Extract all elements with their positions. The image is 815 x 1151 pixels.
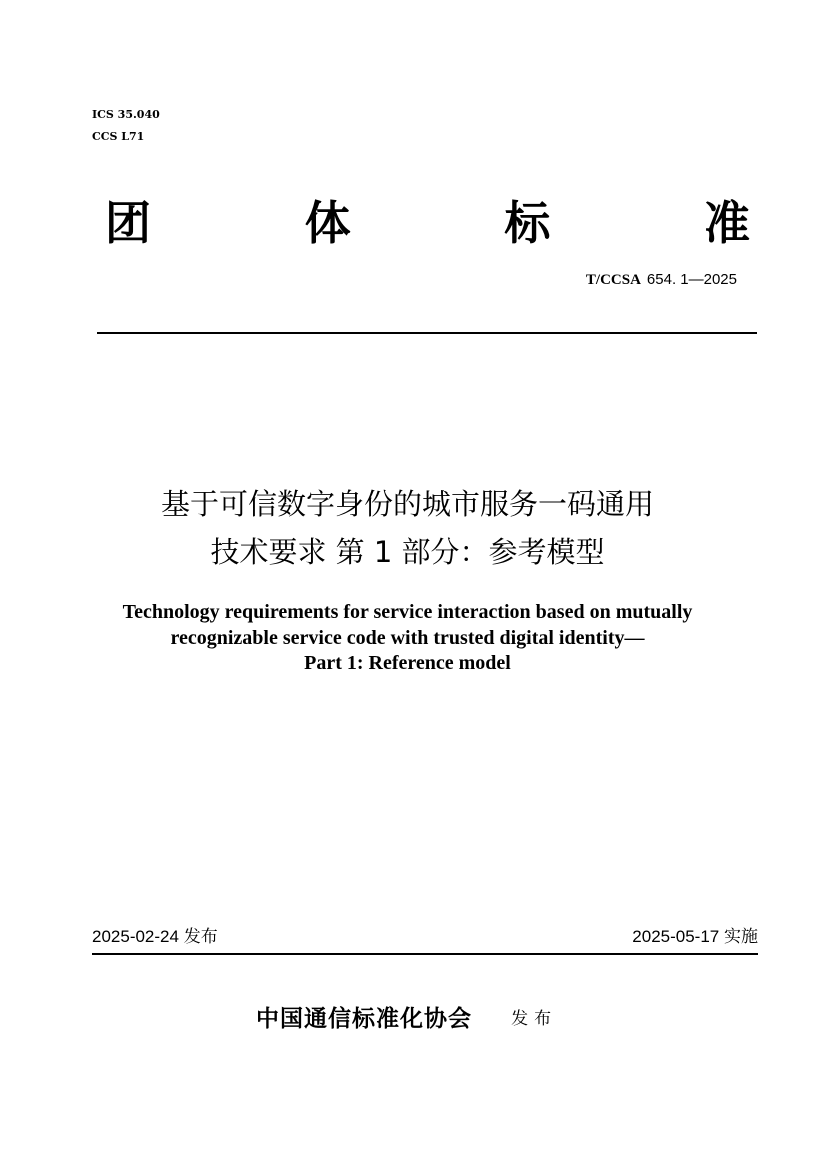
english-title-line-1: Technology requirements for service interaction based on mutually	[122, 601, 693, 623]
implementation-date	[632, 926, 758, 948]
implementation-date-label: 实施	[724, 927, 758, 947]
standard-type-heading	[105, 195, 750, 251]
top-divider	[97, 332, 757, 334]
bottom-divider	[92, 953, 758, 955]
publish-date	[92, 926, 218, 948]
standard-type-char: 体	[304, 196, 351, 250]
issuer-action: 发布	[511, 1009, 558, 1029]
standard-type-char: 准	[703, 196, 750, 250]
ccs-code: CCS L71	[92, 130, 145, 143]
english-title-line-3: Part 1: Reference model	[304, 652, 511, 674]
publish-date-value: 2025-02-24	[92, 927, 179, 946]
english-title-line-2: recognizable service code with trusted digital identity—	[170, 627, 645, 649]
chinese-title-line-2: 技术要求 第 1 部分：参考模型	[210, 535, 605, 569]
issuer-organization: 中国通信标准化协会	[256, 1005, 472, 1032]
standard-number-prefix: T/CCSA	[585, 272, 641, 288]
ics-code: ICS 35.040	[92, 108, 160, 121]
chinese-title-line-1: 基于可信数字身份的城市服务一码通用	[160, 487, 654, 521]
standard-type-char: 标	[504, 196, 551, 250]
standard-number-value: 654. 1—2025	[646, 271, 737, 288]
standard-number	[586, 270, 737, 289]
issuer-line	[256, 1004, 557, 1034]
standard-type-char: 团	[105, 196, 151, 250]
publish-date-label: 发布	[183, 927, 218, 947]
implementation-date-value: 2025-05-17	[632, 927, 720, 946]
